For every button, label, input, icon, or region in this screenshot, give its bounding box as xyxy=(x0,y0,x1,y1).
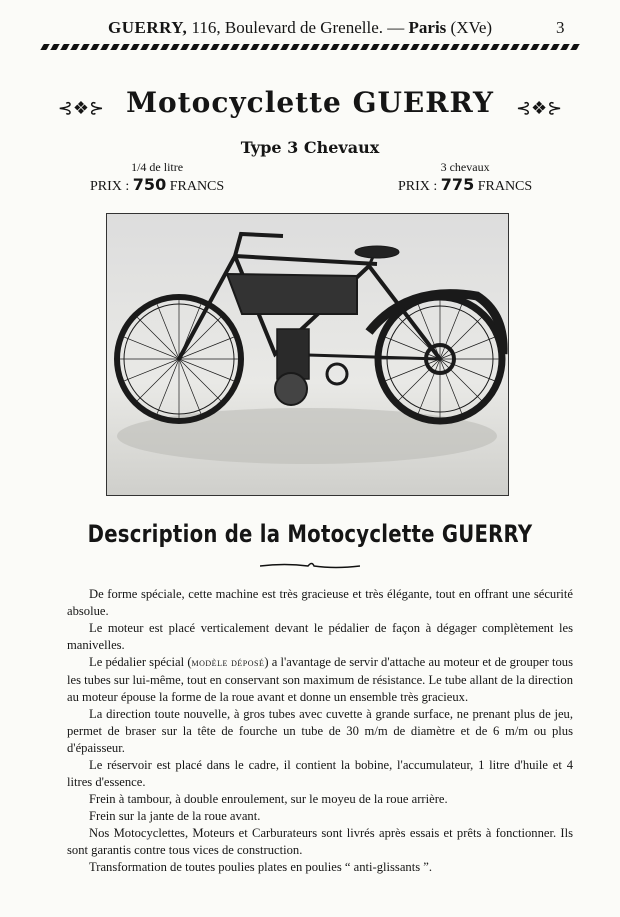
option-spec: 1/4 de litre xyxy=(131,160,184,174)
option-spec: 3 chevaux xyxy=(440,160,490,174)
option-prefix: PRIX : xyxy=(398,179,441,194)
left-ornament-icon: ⊰❖⊱ xyxy=(57,97,105,118)
description-body xyxy=(67,586,573,876)
right-ornament-icon: ⊰❖⊱ xyxy=(515,97,563,118)
header-arrondissement: (XVe) xyxy=(446,18,493,37)
header-city: Paris xyxy=(408,18,447,37)
paragraph-2: Le moteur est placé verticalement devant le pédalier de façon à dégager complètement les manivelles. xyxy=(67,621,573,652)
option-price: 750 xyxy=(132,175,167,194)
option-prefix: PRIX : xyxy=(90,179,133,194)
header-address: 116, Boulevard de Grenelle. — xyxy=(187,18,409,37)
option-suffix: FRANCS xyxy=(166,179,225,194)
registered-model-label: modèle déposé xyxy=(191,657,265,669)
option-left xyxy=(90,160,224,195)
subtitle: Type 3 Chevaux xyxy=(240,138,380,157)
description-title: Description de la Motocyclette GUERRY xyxy=(87,520,533,548)
title-row xyxy=(0,86,620,119)
option-price: 775 xyxy=(440,175,475,194)
page-title: Motocyclette GUERRY xyxy=(126,86,494,119)
page-number: 3 xyxy=(556,18,565,37)
paragraph-4: La direction toute nouvelle, à gros tubes avec cuvette à grande surface, ne prenant plus de jeu, permet de braser sur la tête de fourche un tube de 30 m/m de diamètre et de 6 m/m ou plus d'épaisseur. xyxy=(67,707,573,755)
paragraph-5: Le réservoir est placé dans le cadre, il contient la bobine, l'accumulateur, 1 litre d'huile et 4 litres d'essence. xyxy=(67,758,573,789)
motorcycle-icon xyxy=(107,214,508,495)
header-rule xyxy=(40,44,581,50)
paragraph-6: Frein à tambour, à double enroulement, sur le moyeu de la roue arrière. xyxy=(89,792,448,806)
option-right xyxy=(398,160,532,195)
divider-swash-icon xyxy=(260,561,360,571)
paragraph-1: De forme spéciale, cette machine est très gracieuse et très élégante, tout en offrant une sécurité absolue. xyxy=(67,587,573,618)
paragraph-3-rest: ) a l'avantage de servir d'attache au moteur et de grouper tous les tubes sur lui-même, tout en conservant son maximum de résistance. Le tube allant de la direction au moteur épouse la forme de la roue avant et donne un ensemble très gracieux. xyxy=(67,655,573,704)
header-brand: GUERRY, xyxy=(108,18,188,37)
page-header xyxy=(108,18,578,38)
paragraph-3 xyxy=(67,654,573,706)
option-suffix: FRANCS xyxy=(474,179,533,194)
paragraph-9: Transformation de toutes poulies plates en poulies “ anti-glissants ”. xyxy=(89,860,433,874)
paragraph-7: Frein sur la jante de la roue avant. xyxy=(89,809,261,823)
paragraph-3-start: Le pédalier spécial ( xyxy=(89,655,192,669)
motorcycle-photo xyxy=(106,213,509,496)
paragraph-8: Nos Motocyclettes, Moteurs et Carburateurs sont livrés après essais et prêts à fonctionner. Ils sont garantis contre tous vices de construction. xyxy=(67,826,573,857)
